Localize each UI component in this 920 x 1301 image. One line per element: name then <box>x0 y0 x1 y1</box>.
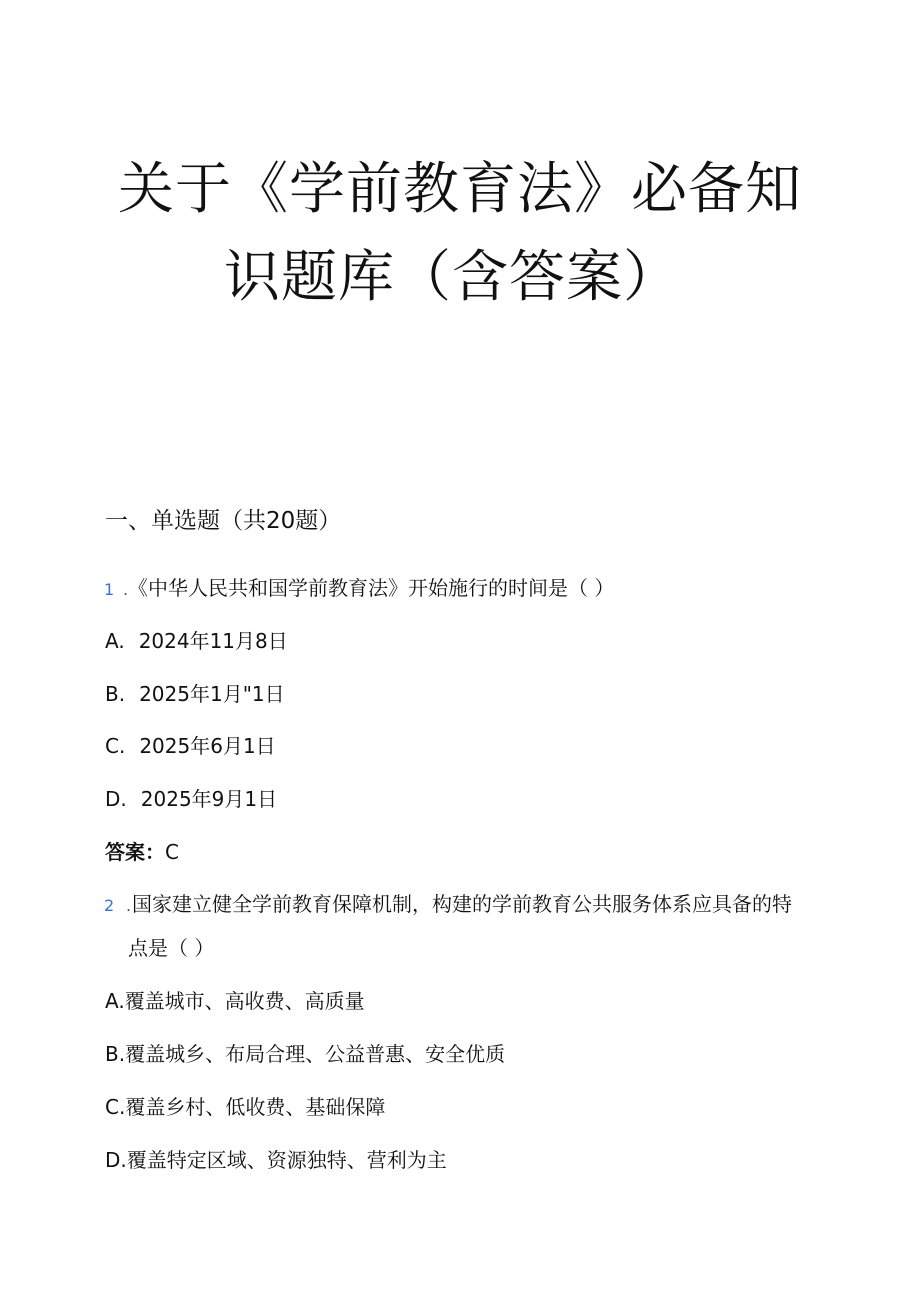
document-title-line-1: 关于《学前教育法》必备知 <box>118 157 802 222</box>
option-text: 2025年6月1日 <box>139 734 276 758</box>
question-number-dot: . <box>123 580 129 599</box>
option-letter: B. <box>105 682 126 706</box>
option-text: 2025年1月"1日 <box>139 682 285 706</box>
option-letter: D. <box>105 1148 127 1172</box>
option-b <box>105 684 285 704</box>
question-text-line-2: 点是（ ） <box>128 936 215 960</box>
option-text: 2024年11月8日 <box>138 629 288 653</box>
option-text: 覆盖城市、高收费、高质量 <box>124 989 365 1013</box>
option-text: 覆盖城乡、布局合理、公益普惠、安全优质 <box>125 1042 506 1066</box>
option-text: 覆盖乡村、低收费、基础保障 <box>125 1095 386 1119</box>
answer-line <box>105 842 179 862</box>
option-d <box>105 789 277 809</box>
option-letter: A. <box>105 989 125 1013</box>
option-text: 2025年9月1日 <box>140 787 278 811</box>
question-number: 2 <box>104 896 115 915</box>
option-letter: C. <box>105 734 126 758</box>
option-letter: C. <box>105 1095 126 1119</box>
option-b <box>105 1044 505 1064</box>
option-letter: D. <box>105 787 127 811</box>
answer-value: C <box>165 840 179 864</box>
section-heading: 一、单选题（共20题） <box>105 508 342 534</box>
option-a <box>105 631 288 651</box>
question-number: 1 <box>104 580 115 599</box>
question-text-line-1: 国家建立健全学前教育保障机制，构建的学前教育公共服务体系应具备的特 <box>132 892 792 916</box>
option-letter: B. <box>105 1042 126 1066</box>
option-letter: A. <box>105 629 125 653</box>
question-text: 《中华人民共和国学前教育法》开始施行的时间是（ ） <box>128 576 615 600</box>
option-c <box>105 1097 385 1117</box>
option-d <box>105 1150 447 1170</box>
answer-label: 答案： <box>105 840 165 864</box>
document-title-line-2: 识题库（含答案） <box>224 245 680 310</box>
option-text: 覆盖特定区域、资源独特、营利为主 <box>126 1148 447 1172</box>
question-number-dot: . <box>126 896 132 915</box>
option-c <box>105 736 276 756</box>
option-a <box>105 991 365 1011</box>
